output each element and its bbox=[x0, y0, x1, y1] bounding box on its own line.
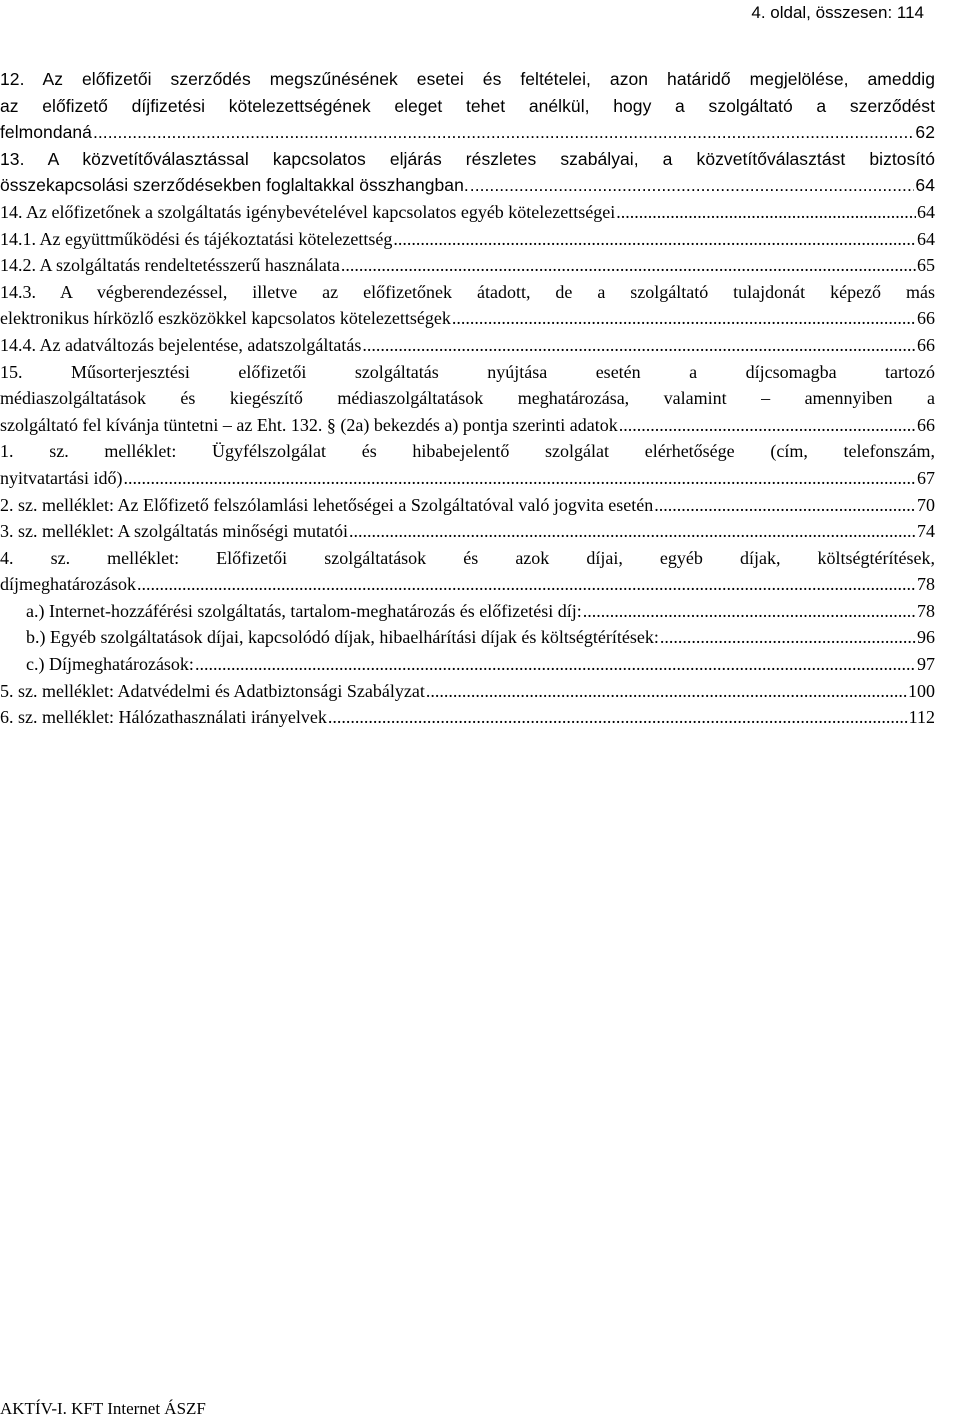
toc-entry-14[interactable] bbox=[0, 199, 935, 226]
toc-entry-text: felmondaná bbox=[0, 122, 92, 143]
toc-entry-annex-2[interactable] bbox=[0, 492, 935, 519]
toc-entry-text: 5. sz. melléklet: Adatvédelmi és Adatbiztonsági Szabályzat bbox=[0, 680, 425, 701]
toc-page-number: 66 bbox=[917, 308, 935, 329]
toc-entry-text: 15. Műsorterjesztési előfizetői szolgáltatás nyújtása esetén a díjcsomagba tartozó bbox=[0, 361, 935, 382]
toc-entry-text: díjmeghatározások bbox=[0, 574, 136, 595]
toc-page-number: 78 bbox=[917, 600, 935, 621]
dot-leader bbox=[470, 172, 915, 199]
toc-entry-text: 4. sz. melléklet: Előfizetői szolgáltatások és azok díjai, egyéb díjak, költségtérítések, bbox=[0, 547, 935, 568]
toc-entry-annex-4a[interactable] bbox=[0, 598, 935, 625]
toc-entry-text: összekapcsolási szerződésekben foglaltakkal összhangban. bbox=[0, 175, 469, 196]
toc-entry-annex-4c[interactable] bbox=[0, 651, 935, 678]
toc-entry-text: 13. A közvetítőválasztással kapcsolatos eljárás részletes szabályai, a közvetítőválasztást biztosító bbox=[0, 148, 935, 169]
toc-entry-14-1[interactable] bbox=[0, 226, 935, 253]
toc-entry-text: 2. sz. melléklet: Az Előfizető felszólamlási lehetőségei a Szolgáltatóval való jogvita esetén bbox=[0, 494, 654, 515]
toc-page-number: 64 bbox=[917, 201, 935, 222]
toc-entry-14-2[interactable] bbox=[0, 252, 935, 279]
dot-leader bbox=[616, 199, 916, 226]
table-of-contents bbox=[0, 66, 935, 731]
toc-entry-15[interactable] bbox=[0, 359, 935, 439]
dot-leader bbox=[137, 571, 916, 598]
toc-entry-text: az előfizető díjfizetési kötelezettségének eleget tehet anélkül, hogy a szolgáltató a szerződést bbox=[0, 95, 935, 116]
toc-entry-text: szolgáltató fel kívánja tüntetni – az Eht. 132. § (2a) bekezdés a) pontja szerinti adatok bbox=[0, 414, 618, 435]
toc-page-number: 70 bbox=[917, 494, 935, 515]
dot-leader bbox=[195, 651, 916, 678]
dot-leader bbox=[93, 119, 914, 146]
toc-entry-annex-5[interactable] bbox=[0, 678, 935, 705]
dot-leader bbox=[123, 465, 916, 492]
dot-leader bbox=[349, 518, 916, 545]
dot-leader bbox=[452, 305, 916, 332]
toc-entry-text: médiaszolgáltatások és kiegészítő médiaszolgáltatások meghatározása, valamint – amennyiben a bbox=[0, 388, 935, 409]
toc-entry-text: 14.4. Az adatváltozás bejelentése, adatszolgáltatás bbox=[0, 334, 362, 355]
toc-entry-annex-4[interactable] bbox=[0, 545, 935, 598]
dot-leader bbox=[583, 598, 916, 625]
toc-page-number: 67 bbox=[917, 467, 935, 488]
toc-page-number: 78 bbox=[917, 574, 935, 595]
toc-page-number: 112 bbox=[908, 707, 935, 728]
toc-entry-text: 6. sz. melléklet: Hálózathasználati irányelvek bbox=[0, 707, 327, 728]
toc-entry-annex-4b[interactable] bbox=[0, 624, 935, 651]
toc-entry-14-3[interactable] bbox=[0, 279, 935, 332]
toc-entry-text: nyitvatartási idő) bbox=[0, 467, 123, 488]
toc-page-number: 66 bbox=[917, 414, 935, 435]
toc-entry-13[interactable] bbox=[0, 146, 935, 199]
dot-leader bbox=[654, 492, 916, 519]
toc-page-number: 74 bbox=[917, 521, 935, 542]
toc-page-number: 64 bbox=[917, 228, 935, 249]
toc-entry-text: 14.1. Az együttműködési és tájékoztatási kötelezettség bbox=[0, 228, 393, 249]
toc-entry-annex-6[interactable] bbox=[0, 704, 935, 731]
dot-leader bbox=[328, 704, 908, 731]
toc-page-number: 66 bbox=[917, 334, 935, 355]
toc-entry-text: c.) Díjmeghatározások: bbox=[26, 654, 194, 675]
toc-entry-text: 3. sz. melléklet: A szolgáltatás minőségi mutatói bbox=[0, 521, 348, 542]
dot-leader bbox=[426, 678, 907, 705]
dot-leader bbox=[619, 412, 916, 439]
toc-entry-text: 14. Az előfizetőnek a szolgáltatás igénybevételével kapcsolatos egyéb kötelezettségei bbox=[0, 201, 616, 222]
toc-entry-text: a.) Internet-hozzáférési szolgáltatás, tartalom-meghatározás és előfizetési díj: bbox=[26, 600, 582, 621]
dot-leader bbox=[393, 226, 916, 253]
toc-page-number: 62 bbox=[915, 122, 935, 143]
dot-leader bbox=[362, 332, 916, 359]
toc-page-number: 100 bbox=[908, 680, 935, 701]
toc-entry-12[interactable] bbox=[0, 66, 935, 146]
toc-page-number: 97 bbox=[917, 654, 935, 675]
toc-page-number: 96 bbox=[917, 627, 935, 648]
toc-entry-text: 1. sz. melléklet: Ügyfélszolgálat és hibabejelentő szolgálat elérhetősége (cím, telefonszám, bbox=[0, 441, 935, 462]
toc-entry-annex-3[interactable] bbox=[0, 518, 935, 545]
toc-entry-text: 14.3. A végberendezéssel, illetve az előfizetőnek átadott, de a szolgáltató tulajdonát képező más bbox=[0, 281, 935, 302]
toc-entry-text: 14.2. A szolgáltatás rendeltetésszerű használata bbox=[0, 255, 340, 276]
toc-entry-14-4[interactable] bbox=[0, 332, 935, 359]
toc-page-number: 64 bbox=[915, 175, 935, 196]
page-footer: AKTÍV-I. KFT Internet ÁSZF bbox=[0, 1399, 206, 1418]
toc-entry-annex-1[interactable] bbox=[0, 438, 935, 491]
toc-entry-text: b.) Egyéb szolgáltatások díjai, kapcsolódó díjak, hibaelhárítási díjak és költségtérítések: bbox=[26, 627, 659, 648]
toc-entry-text: 12. Az előfizetői szerződés megszűnésének esetei és feltételei, azon határidő megjelölése, ameddig bbox=[0, 69, 935, 89]
dot-leader bbox=[341, 252, 916, 279]
toc-page-number: 65 bbox=[917, 255, 935, 276]
page-number-header: 4. oldal, összesen: 114 bbox=[751, 3, 924, 22]
toc-entry-text: elektronikus hírközlő eszközökkel kapcsolatos kötelezettségek bbox=[0, 308, 451, 329]
dot-leader bbox=[660, 624, 916, 651]
